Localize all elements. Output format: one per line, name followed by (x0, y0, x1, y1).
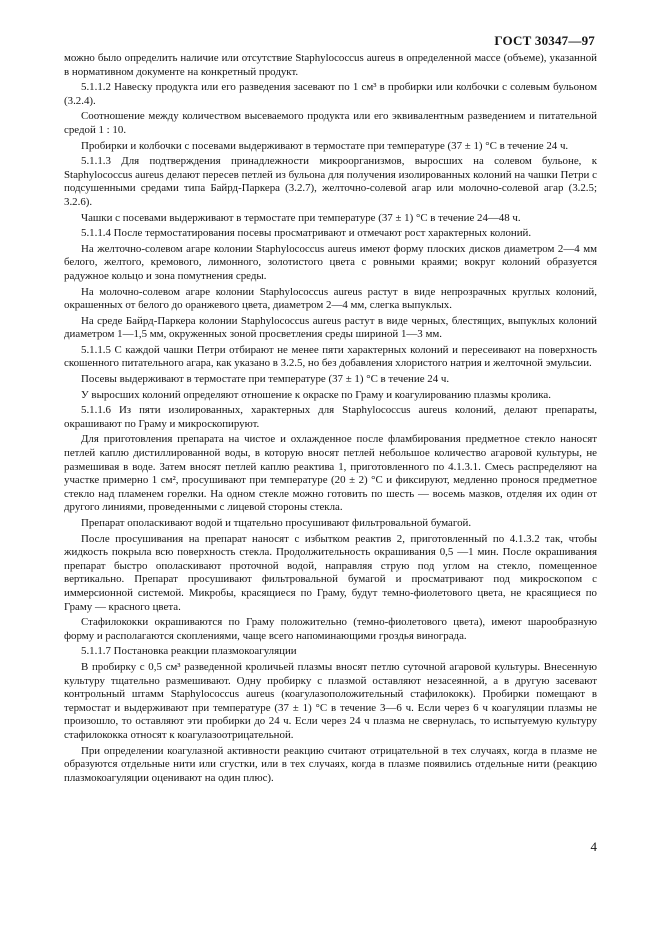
paragraph-5-1-1-7: 5.1.1.7 Постановка реакции плазмокоагуляции (81, 645, 297, 658)
paragraph: У выросших колоний определяют отношение к окраске по Граму и коагулированию плазмы кролика. (81, 388, 551, 401)
page-number: 4 (590, 839, 597, 854)
paragraph: На желточно-солевом агаре колонии Staphylococcus aureus имеют форму плоских дисков диаметром 2—4 мм белого, желтого, кремового, лимонного, золотистого цвета с ровными краями; вокруг колоний образуется радужное кольцо и зона помутнения среды. (64, 242, 597, 282)
paragraph: Чашки с посевами выдерживают в термостате при температуре (37 ± 1) °С в течение 24—48 ч. (81, 211, 521, 224)
paragraph-5-1-1-4: 5.1.1.4 После термостатирования посевы просматривают и отмечают рост характерных колоний. (81, 227, 532, 240)
paragraph: На среде Байрд-Паркера колонии Staphylococcus aureus растут в виде черных, блестящих, выпуклых колоний диаметром 1—1,5 мм, окруженных зоной просветления среды шириной 1—3 мм. (64, 314, 597, 341)
paragraph-5-1-1-3: 5.1.1.3 Для подтверждения принадлежности микроорганизмов, выросших на солевом бульоне, к Staphylococcus aureus делают пересев петлей из бульона для получения изолированных колоний на чашки Петри с подсушенными средами типа Байрд-Паркера (3.2.7), желточно-солевой агар или молочно-солевой агар (3.2.5; 3.2.6). (64, 155, 597, 208)
paragraph: В пробирку с 0,5 см³ разведенной кроличьей плазмы вносят петлю суточной агаровой культуры. Внесенную культуру тщательно размешивают. Одну пробирку с плазмой оставляют незасеянной, а в другую засевают контрольный штамм Staphylococcus aureus (коагулазоположительный стафилококк). Пробирки помещают в термостат и выдерживают при температуре (37 ± 1) °С в течение 3—6 ч. Если через 6 ч коагуляции плазмы не произошло, то оставляют эти пробирки до 24 ч. Если через 24 ч плазма не свернулась, то испытуемую культуру стафилококка относят к коагулазоотрицательной. (64, 660, 597, 741)
paragraph: После просушивания на препарат наносят с избытком реактив 2, приготовленный по 4.1.3.2 так, чтобы жидкость покрыла всю поверхность стекла. Продолжительность окрашивания 0,5 —1 мин. После окрашивания препарат быстро ополаскивают проточной водой, направляя струю под углом на стекло, помещенное вертикально. Препарат просушивают фильтровальной бумагой и просматривают под микроскопом с иммерсионной системой. Микробы, красящиеся по Граму, будут темно-фиолетового цвета, не красящиеся по Граму — красного цвета. (64, 532, 597, 613)
paragraph: Для приготовления препарата на чистое и охлажденное после фламбирования предметное стекло наносят петлей каплю дистиллированной воды, в которую вносят петлей небольшое количество агаровой культуры, не размешивая в воде. Затем вносят петлей каплю реактива 1, приготовленного по 4.1.3.1. Смесь распределяют на участке примерно 1 см², просушивают при температуре (20 ± 2) °С и фиксируют, медленно пронося предметное стекло над пламенем горелки. На одном стекле можно готовить по шесть — восемь мазков, отделяя их один от другого линиями, проведенными с лицевой стороны стекла. (64, 433, 597, 514)
paragraph-5-1-1-5: 5.1.1.5 С каждой чашки Петри отбирают не менее пяти характерных колоний и пересеивают на поверхность скошенного питательного агара, как указано в 3.2.5, но без добавления хлористого натрия и желточной эмульсии. (64, 343, 597, 370)
paragraph-5-1-1-2: 5.1.1.2 Навеску продукта или его разведения засевают по 1 см³ в пробирки или колбочки с солевым бульоном (3.2.4). (64, 81, 597, 107)
paragraph: На молочно-солевом агаре колонии Staphylococcus aureus растут в виде непрозрачных круглых колоний, окрашенных от белого до оранжевого цвета, диаметром 2—4 мм, слегка выпуклых. (64, 285, 597, 312)
standard-header: ГОСТ 30347—97 (494, 33, 595, 48)
paragraph: Посевы выдерживают в термостате при температуре (37 ± 1) °С в течение 24 ч. (81, 373, 450, 386)
paragraph: Препарат ополаскивают водой и тщательно просушивают фильтровальной бумагой. (81, 517, 472, 529)
paragraph-5-1-1-6: 5.1.1.6 Из пяти изолированных, характерных для Staphylococcus aureus колоний, делают препараты, окрашивают по Граму и микроскопируют. (64, 404, 597, 430)
document-body (64, 52, 597, 787)
paragraph-continuation: можно было определить наличие или отсутствие Staphylococcus aureus в определенной массе (объеме), указанной в нормативном документе на конкретный продукт. (64, 52, 597, 78)
paragraph: При определении коагулазной активности реакцию считают отрицательной в тех случаях, когда в плазме не образуются отдельные нити или сгустки, или в тех случаях, когда в плазме появились отдельные нити (реакцию плазмокоагуляции оценивают на один плюс). (64, 744, 597, 784)
paragraph: Соотношение между количеством высеваемого продукта или его эквивалентным разведением и питательной средой 1 : 10. (64, 110, 597, 136)
paragraph: Пробирки и колбочки с посевами выдерживают в термостате при температуре (37 ± 1) °С в течение 24 ч. (81, 139, 569, 152)
paragraph: Стафилококки окрашиваются по Граму положительно (темно-фиолетового цвета), имеют шарообразную форму и располагаются скоплениями, чаще всего напоминающими гроздья винограда. (64, 616, 597, 642)
